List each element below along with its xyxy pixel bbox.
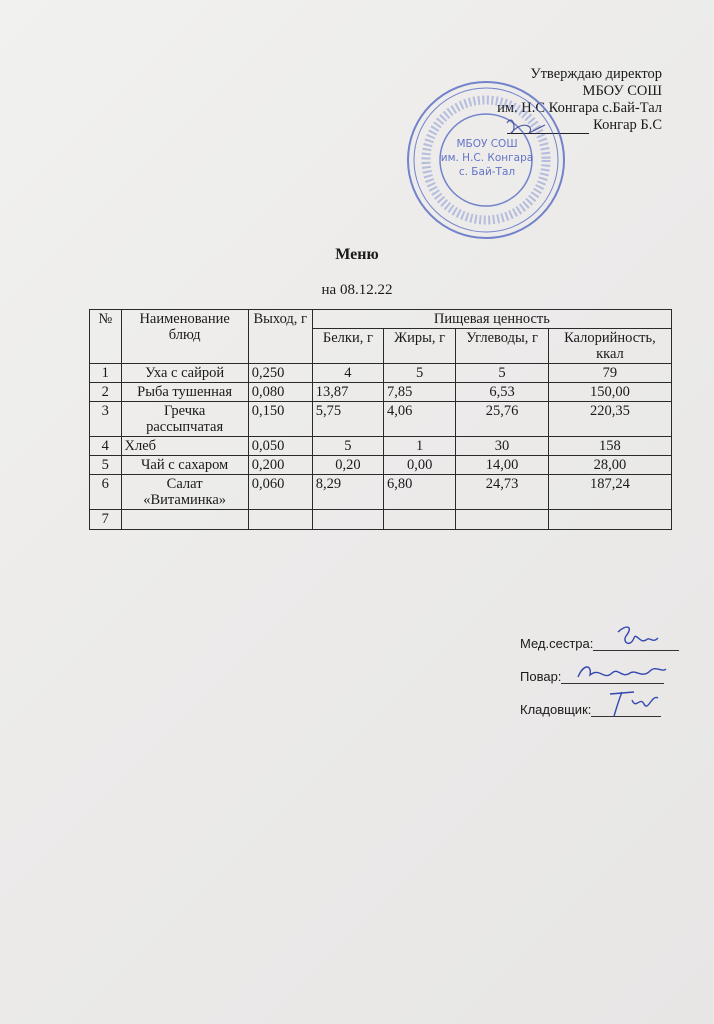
- header-calories: Калорийность, ккал: [548, 329, 671, 364]
- cell-protein: 13,87: [312, 383, 383, 402]
- cell-protein: 0,20: [312, 456, 383, 475]
- header-protein: Белки, г: [312, 329, 383, 364]
- cell-protein: 5: [312, 437, 383, 456]
- cell-calories: [548, 510, 671, 530]
- approval-line-2: МБОУ СОШ: [582, 83, 662, 99]
- cell-num: 3: [90, 402, 122, 437]
- cell-carbs: 30: [456, 437, 549, 456]
- table-row: [90, 437, 672, 456]
- cell-protein: 5,75: [312, 402, 383, 437]
- approval-line-3: им. Н.С Конгара с.Бай-Тал: [497, 100, 662, 116]
- table-row: [90, 383, 672, 402]
- cell-output: 0,250: [248, 364, 312, 383]
- table-row: [90, 456, 672, 475]
- cell-name: Гречка рассыпчатая: [121, 402, 248, 437]
- cell-output: 0,050: [248, 437, 312, 456]
- nurse-label: Мед.сестра:: [520, 636, 594, 651]
- cell-name: Уха с сайрой: [121, 364, 248, 383]
- cell-num: 1: [90, 364, 122, 383]
- stamp-text-2: им. Н.С. Конгара: [440, 152, 534, 164]
- storekeeper-signature-icon: [604, 686, 664, 720]
- signatures-block: [520, 636, 679, 735]
- cell-name: Рыба тушенная: [121, 383, 248, 402]
- cell-output: 0,060: [248, 475, 312, 510]
- menu-table: [89, 309, 672, 530]
- cell-calories: 150,00: [548, 383, 671, 402]
- cook-label: Повар:: [520, 669, 562, 684]
- approval-line-1: Утверждаю директор: [530, 66, 662, 82]
- table-row: [90, 402, 672, 437]
- cell-name: Чай с сахаром: [121, 456, 248, 475]
- stamp-text-1: МБОУ СОШ: [456, 138, 518, 150]
- cell-fat: 7,85: [384, 383, 456, 402]
- nurse-signature-icon: [612, 622, 662, 654]
- cell-num: 7: [90, 510, 122, 530]
- cell-num: 2: [90, 383, 122, 402]
- cell-num: 5: [90, 456, 122, 475]
- cell-calories: 220,35: [548, 402, 671, 437]
- cell-name: Хлеб: [121, 437, 248, 456]
- cell-calories: 79: [548, 364, 671, 383]
- cell-calories: 187,24: [548, 475, 671, 510]
- cell-protein: 4: [312, 364, 383, 383]
- cell-name: [121, 510, 248, 530]
- header-num: №: [90, 310, 122, 364]
- stamp-text-3: с. Бай-Тал: [458, 166, 516, 178]
- storekeeper-signature-row: [520, 702, 679, 735]
- cell-calories: 158: [548, 437, 671, 456]
- cell-carbs: 14,00: [456, 456, 549, 475]
- page-title: Меню: [335, 246, 379, 263]
- cell-carbs: 6,53: [456, 383, 549, 402]
- cell-num: 6: [90, 475, 122, 510]
- header-nutrition: Пищевая ценность: [312, 310, 671, 329]
- cell-fat: 1: [384, 437, 456, 456]
- storekeeper-label: Кладовщик:: [520, 702, 592, 717]
- cell-fat: 0,00: [384, 456, 456, 475]
- cell-fat: [384, 510, 456, 530]
- cell-num: 4: [90, 437, 122, 456]
- cell-protein: [312, 510, 383, 530]
- cell-fat: 6,80: [384, 475, 456, 510]
- school-stamp: [395, 75, 577, 245]
- cell-calories: 28,00: [548, 456, 671, 475]
- table-row: [90, 475, 672, 510]
- cell-protein: 8,29: [312, 475, 383, 510]
- cook-signature-icon: [570, 659, 670, 689]
- cell-output: 0,080: [248, 383, 312, 402]
- cell-carbs: 25,76: [456, 402, 549, 437]
- cell-fat: 5: [384, 364, 456, 383]
- cell-fat: 4,06: [384, 402, 456, 437]
- header-carbs: Углеводы, г: [456, 329, 549, 364]
- table-row: [90, 510, 672, 530]
- cell-name: Салат «Витаминка»: [121, 475, 248, 510]
- table-row: [90, 364, 672, 383]
- cell-output: 0,200: [248, 456, 312, 475]
- header-name: Наименование блюд: [121, 310, 248, 364]
- header-output: Выход, г: [248, 310, 312, 364]
- approval-line-4: Конгар Б.С: [593, 117, 662, 133]
- header-fat: Жиры, г: [384, 329, 456, 364]
- menu-date: на 08.12.22: [321, 282, 393, 298]
- cell-carbs: [456, 510, 549, 530]
- cell-output: 0,150: [248, 402, 312, 437]
- cell-carbs: 5: [456, 364, 549, 383]
- cell-carbs: 24,73: [456, 475, 549, 510]
- cell-output: [248, 510, 312, 530]
